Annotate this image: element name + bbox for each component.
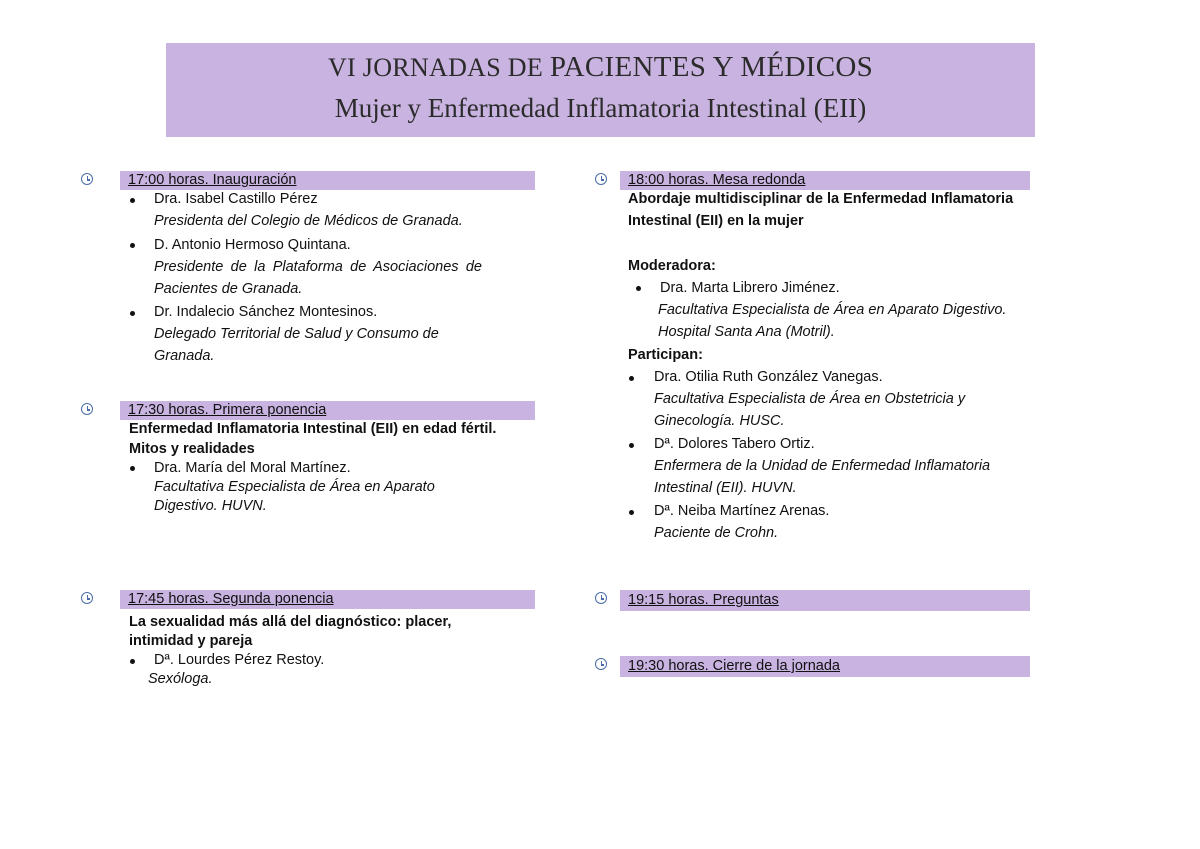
speaker-name: Dª. Lourdes Pérez Restoy. [154,652,325,668]
speaker-role: Delegado Territorial de Salud y Consumo de [154,326,439,342]
speaker-role: Facultativa Especialista de Área en Aparato Digestivo. [658,302,1007,318]
talk-title: Enfermedad Inflamatoria Intestinal (EII) en edad fértil. [129,421,497,437]
event-title [166,51,1035,84]
talk-title: Intestinal (EII) en la mujer [628,213,804,229]
clock-icon [81,592,93,604]
clock-icon [81,173,93,185]
bullet-icon [130,311,135,316]
event-title-prefix: VI JORNADAS DE [327,53,550,82]
talk-title: Mitos y realidades [129,441,255,457]
event-subtitle: Mujer y Enfermedad Inflamatoria Intestinal (EII) [334,93,867,123]
speaker-name: Dra. María del Moral Martínez. [154,460,351,476]
speaker-name: Dª. Neiba Martínez Arenas. [654,503,830,519]
speaker-role: Ginecología. HUSC. [654,413,785,429]
speaker-name: Dra. Marta Librero Jiménez. [660,280,840,296]
speaker-name: Dª. Dolores Tabero Ortiz. [654,436,815,452]
speaker-role: Facultativa Especialista de Área en Obstetricia y [654,391,966,407]
participan-label: Participan: [628,347,703,363]
clock-icon [81,403,93,415]
speaker-role: Hospital Santa Ana (Motril). [658,324,835,340]
time-bar-primera-ponencia: 17:30 horas. Primera ponencia [120,401,535,420]
bullet-icon [629,443,634,448]
speaker-role: Granada. [154,348,215,364]
speaker-name: Dr. Indalecio Sánchez Montesinos. [154,304,378,320]
speaker-name: Dra. Otilia Ruth González Vanegas. [654,369,883,385]
speaker-role: Sexóloga. [148,671,213,687]
speaker-role: Presidente de la Plataforma de Asociaciones de [154,259,482,275]
bullet-icon [629,510,634,515]
speaker-name: Dra. Isabel Castillo Pérez [154,191,318,207]
speaker-role: Paciente de Crohn. [654,525,779,541]
speaker-role: Enfermera de la Unidad de Enfermedad Inflamatoria [654,458,991,474]
speaker-role: Facultativa Especialista de Área en Aparato [154,479,435,495]
event-title-main: PACIENTES Y MÉDICOS [549,51,874,83]
time-bar-inauguracion: 17:00 horas. Inauguración [120,171,535,190]
speaker-name: D. Antonio Hermoso Quintana. [154,237,351,253]
title-banner [166,43,1035,137]
talk-title: La sexualidad más allá del diagnóstico: placer, [129,614,452,630]
time-bar-segunda-ponencia: 17:45 horas. Segunda ponencia [120,590,535,609]
talk-title: Abordaje multidisciplinar de la Enfermedad Inflamatoria [628,191,1014,207]
clock-icon [595,592,607,604]
clock-icon [595,658,607,670]
time-bar-preguntas: 19:15 horas. Preguntas [620,590,1030,611]
time-bar-mesa-redonda: 18:00 horas. Mesa redonda [620,171,1030,190]
bullet-icon [636,286,641,291]
bullet-icon [130,466,135,471]
speaker-role: Intestinal (EII). HUVN. [654,480,797,496]
time-bar-cierre: 19:30 horas. Cierre de la jornada [620,656,1030,677]
clock-icon [595,173,607,185]
speaker-role: Presidenta del Colegio de Médicos de Granada. [154,213,463,229]
bullet-icon [130,659,135,664]
speaker-role: Pacientes de Granada. [154,281,303,297]
bullet-icon [130,243,135,248]
bullet-icon [130,198,135,203]
bullet-icon [629,376,634,381]
speaker-role: Digestivo. HUVN. [154,498,267,514]
moderadora-label: Moderadora: [628,258,716,274]
talk-title: intimidad y pareja [129,633,253,649]
